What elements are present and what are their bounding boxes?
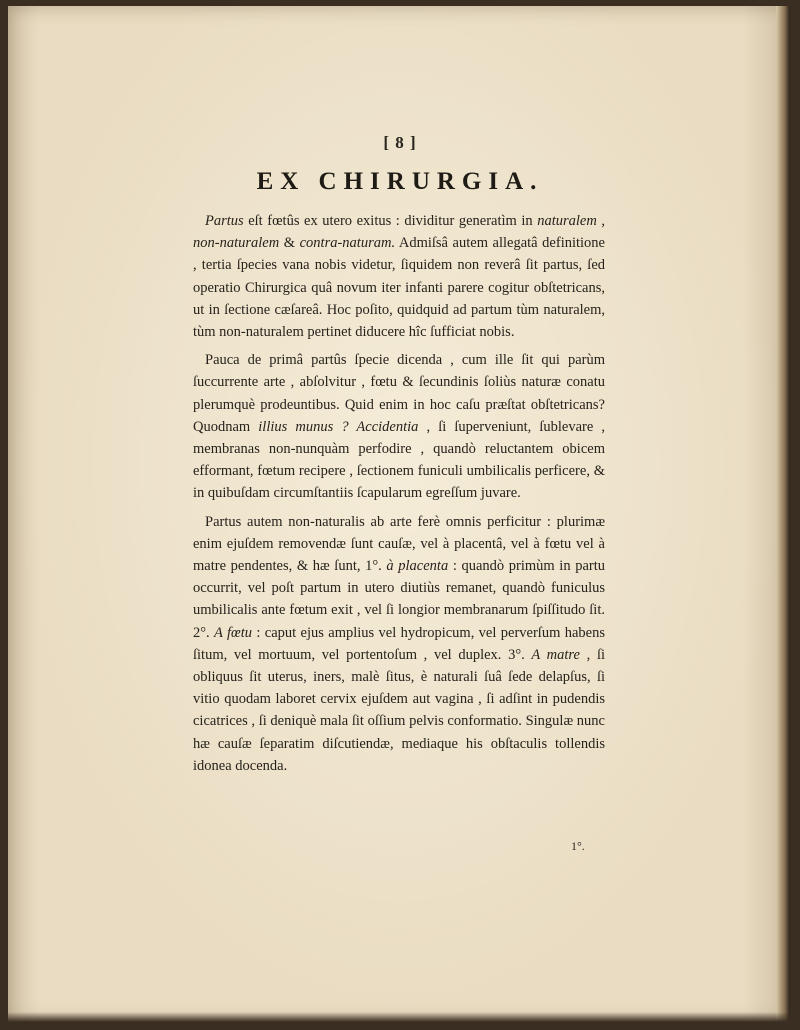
- paragraph: [193, 511, 605, 777]
- text-run: : quandò primùm in partu occurrit, vel poſt partum in utero diutiùs remanet, quandò funiculus umbilicalis ante fœtum exit , vel ſi longior membranarum ſpiſſitudo ſit. 2°.: [193, 558, 606, 641]
- text-run: Admiſsâ autem allegatâ definitione , tertia ſpecies vana nobis videtur, ſiquidem non reverâ ſit partus, ſed operatio Chirurgica quâ novum iter infanti parere cogitur obſtetricans, ut in ſectione cæſareâ. Hoc poſito, quidquid ad partum tùm naturalem, tùm non-naturalem pertinet diducere hîc ſufficiat nobis.: [193, 235, 605, 341]
- text-run: : caput ejus amplius vel hydropicum, vel perverſum habens ſitum, vel mortuum, vel portentoſum , vel duplex. 3°.: [193, 624, 605, 663]
- paragraph: [193, 349, 605, 504]
- text-run: ,: [596, 213, 606, 229]
- paragraph: [193, 210, 605, 343]
- text-run: Pauca de primâ partûs ſpecie dicenda , cum ille ſit qui parùm ſuccurrente arte , abſolvitur , fœtu & ſecundinis ſoliùs naturæ conatu plerumquè prodeuntibus. Quid enim in hoc caſu præſtat obſtetricans? Quodnam: [193, 352, 605, 435]
- page-number: [ 8 ]: [383, 133, 417, 152]
- italic-text-run: non-naturalem: [193, 235, 280, 252]
- catchword: 1°.: [571, 839, 585, 853]
- page-bottom-edge: [8, 1012, 790, 1022]
- text-run: eſt fœtûs ex utero exitus : dividitur generatìm in: [243, 213, 538, 229]
- text-run: , ſi ſuperveniunt, ſublevare , membranas non-nunquàm perfodire , quandò reluctantem obicem efformant, fœtum recipere , ſectionem funiculi umbilicalis perficere, & in quibuſdam circumſtantiis ſcapularum egreſſum juvare.: [193, 418, 605, 502]
- text-run: &: [279, 235, 300, 252]
- italic-text-run: A matre: [531, 646, 580, 663]
- text-run: Partus autem non-naturalis ab arte ferè omnis perficitur : plurimæ enim ejuſdem removendæ ſunt cauſæ, vel à placentâ, vel à fœtu vel à matre pendentes, & hæ ſunt, 1°.: [193, 513, 605, 575]
- italic-text-run: contra-naturam.: [299, 235, 396, 252]
- italic-text-run: Partus: [205, 213, 244, 229]
- italic-text-run: illius munus ? Accidentia: [258, 418, 419, 435]
- text-run: , ſi obliquus ſit uterus, iners, malè ſitus, è naturali ſuâ ſede delapſus, ſi vitio quodam laboret cervix ejuſdem aut vagina , ſi adſint in pudendis cicatrices , ſi deniquè mala ſit oſſium pelvis conformatio. Singulæ nunc hæ cauſæ ſeparatim diſcutiendæ, mediaque his obſtaculis tollendis idonea docenda.: [193, 646, 605, 774]
- italic-text-run: A fœtu: [214, 624, 252, 641]
- italic-text-run: naturalem: [537, 213, 597, 229]
- book-spine-shadow: [776, 6, 790, 1022]
- body-text: [193, 210, 605, 777]
- section-title: EX CHIRURGIA.: [256, 168, 544, 195]
- italic-text-run: à placenta: [386, 558, 449, 575]
